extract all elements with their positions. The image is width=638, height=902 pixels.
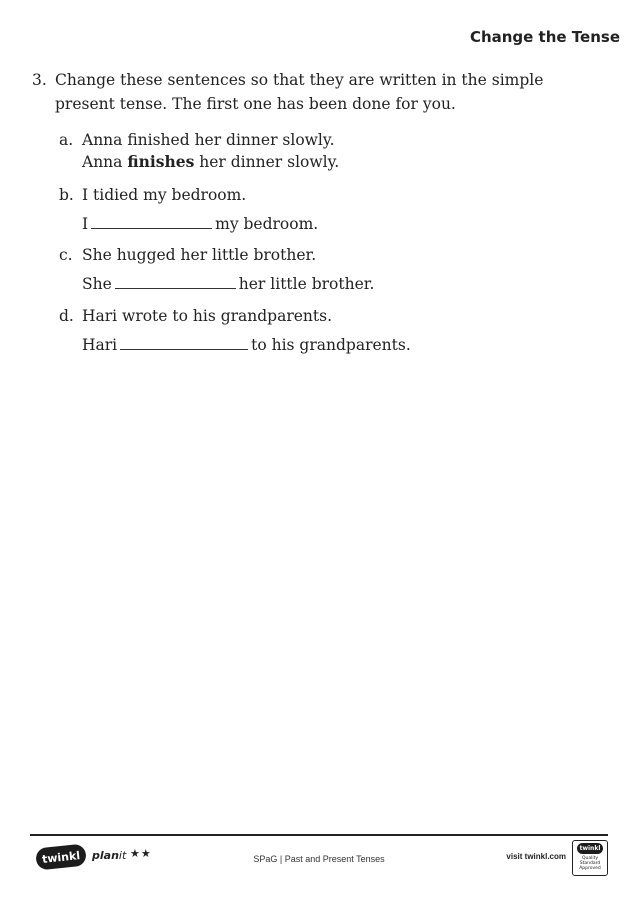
answer-prefix: I (82, 215, 89, 233)
answer-suffix: her dinner slowly. (194, 153, 340, 171)
planit-bold: plan (92, 849, 119, 862)
question-instructions: Change these sentences so that they are written in the simple present tense. The first one has been done for you. (55, 71, 544, 113)
badge-logo: twinkl (577, 843, 603, 854)
item-letter: a. (59, 131, 74, 149)
item-answer-line (82, 273, 374, 295)
item-letter: b. (59, 186, 74, 204)
answer-word: finishes (127, 152, 195, 171)
item-sentence: I tidied my bedroom. (82, 186, 247, 204)
item-sentence: Anna finished her dinner slowly. (82, 131, 335, 149)
answer-blank[interactable] (91, 227, 212, 229)
star-rating-icon: ★★ (130, 847, 152, 860)
item-answer-line (82, 213, 318, 235)
answer-prefix: Hari (82, 336, 118, 354)
answer-suffix: her little brother. (238, 275, 375, 293)
answer-blank[interactable] (115, 287, 236, 289)
twinkl-logo: twinkl (35, 843, 87, 870)
badge-text: Quality Standard Approved (579, 856, 601, 871)
item-example-answer (82, 151, 339, 173)
page-title: Change the Tense (469, 28, 620, 46)
item-answer-line (82, 334, 411, 356)
item-sentence: She hugged her little brother. (82, 246, 317, 264)
answer-prefix: She (82, 275, 112, 293)
item-letter: c. (59, 246, 73, 264)
answer-blank[interactable] (120, 348, 248, 350)
question-number: 3. (32, 71, 47, 89)
footer-visit-link[interactable]: visit twinkl.com (506, 852, 566, 861)
answer-prefix: Anna (82, 153, 128, 171)
answer-suffix: to his grandparents. (251, 336, 411, 354)
footer-divider (30, 834, 608, 836)
quality-badge (572, 840, 608, 876)
answer-suffix: my bedroom. (215, 215, 319, 233)
question-3 (32, 68, 602, 116)
footer-title: SPaG | Past and Present Tenses (253, 854, 385, 864)
planit-rest: it (118, 849, 127, 862)
item-sentence: Hari wrote to his grandparents. (82, 307, 333, 325)
item-letter: d. (59, 307, 74, 325)
